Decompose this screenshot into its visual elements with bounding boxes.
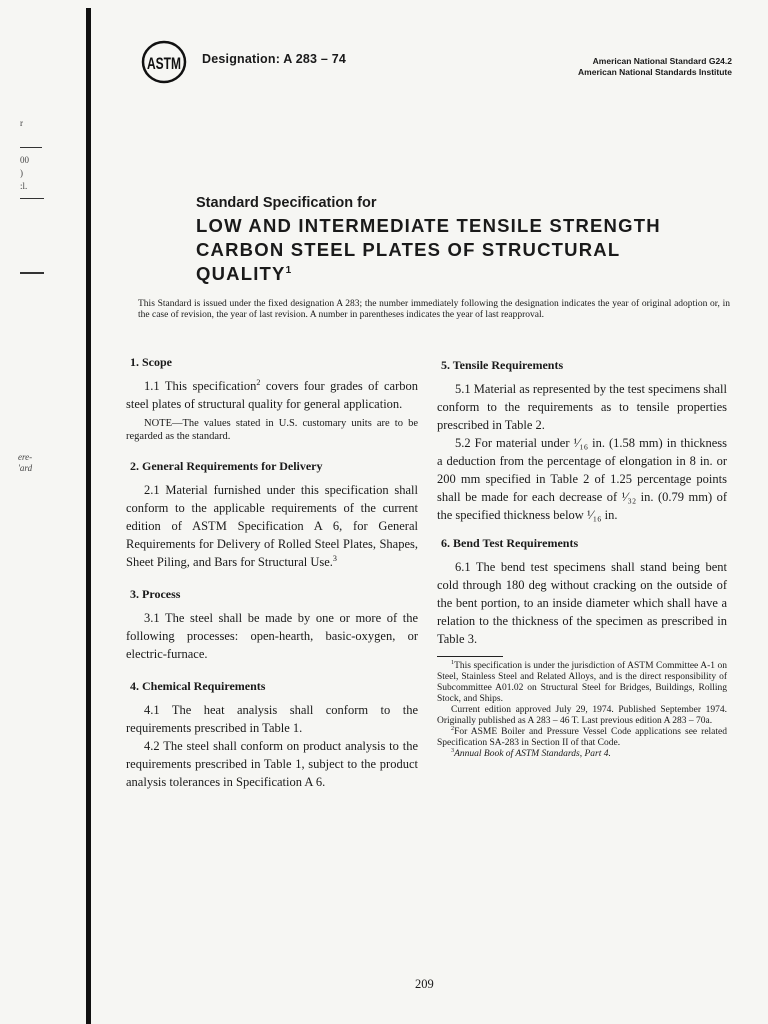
margin-fragment: 'ard bbox=[18, 463, 33, 473]
margin-fragment: r bbox=[20, 118, 23, 128]
paragraph-1-1 bbox=[126, 377, 418, 413]
paragraph-text: 1.1 This specification bbox=[144, 379, 257, 393]
margin-fragment: :l. bbox=[20, 181, 28, 191]
ansi-standard bbox=[578, 56, 732, 78]
footnote-1-edition: Current edition approved July 29, 1974. Published September 1974. Originally published as A 283 – 46 T. Last previous edition A 283 – 70a. bbox=[437, 705, 727, 726]
section-heading-scope: 1. Scope bbox=[130, 355, 172, 369]
astm-logo bbox=[140, 40, 188, 84]
note: NOTE—The values stated in U.S. customary units are to be regarded as the standard. bbox=[126, 418, 418, 442]
footnote-3 bbox=[437, 749, 727, 760]
title-footnote-ref: 1 bbox=[285, 264, 292, 276]
right-column bbox=[437, 356, 727, 760]
issuance-note: This Standard is issued under the fixed designation A 283; the number immediately following the designation indicates the year of original adoption or, in the case of revision, the year of last revision. A number in parentheses indicates the year of last reapproval. bbox=[138, 299, 730, 320]
section-heading-tensile-requirements: 5. Tensile Requirements bbox=[441, 358, 564, 372]
footnote-text: This specification is under the jurisdiction of ASTM Committee A-1 on Steel, Stainless Steel and Related Alloys, and is the direct responsibility of Subcommittee A01.02 on Structural Steel for Bridges, Buildings, Rolling Stock, and Ships. bbox=[437, 661, 727, 704]
paragraph-2-1 bbox=[126, 481, 418, 571]
title-prefix: Standard Specification for bbox=[196, 195, 377, 211]
section-heading-chemical-requirements: 4. Chemical Requirements bbox=[130, 679, 266, 693]
margin-rule bbox=[20, 272, 44, 274]
paragraph-5-2: 5.2 For material under ¹⁄₁₆ in. (1.58 mm) in thickness a deduction from the percentage of elongation in 8 in. or 200 mm specified in Table 2 of 1.25 percentage points shall be made for each decrease of ¹⁄₃₂ in. (0.79 mm) of the specified thickness below ¹⁄₁₆ in. bbox=[437, 436, 727, 522]
left-column bbox=[126, 353, 418, 791]
title-line bbox=[196, 262, 716, 286]
section-heading-general-requirements: 2. General Requirements for Delivery bbox=[130, 459, 323, 473]
footnote-2 bbox=[437, 727, 727, 749]
footnote-marker: 1 bbox=[451, 659, 455, 666]
paragraph-4-1: 4.1 The heat analysis shall conform to the requirements prescribed in Table 1. bbox=[126, 703, 418, 735]
margin-fragment: ) bbox=[20, 168, 23, 178]
margin-fragment: ere- bbox=[18, 452, 33, 462]
ansi-institute-line: American National Standards Institute bbox=[578, 67, 732, 77]
section-heading-process: 3. Process bbox=[130, 587, 181, 601]
title-line: CARBON STEEL PLATES OF STRUCTURAL bbox=[196, 239, 621, 260]
margin-fragment: 00 bbox=[20, 155, 29, 165]
margin-rule bbox=[20, 147, 42, 148]
title-line-text: QUALITY bbox=[196, 263, 286, 284]
margin-rule bbox=[20, 198, 44, 199]
paragraph-6-1: 6.1 The bend test specimens shall stand being bent cold through 180 deg without cracking on the outside of the bent portion, to an inside diameter which shall have a relation to the thickness of the specimen as prescribed in Table 3. bbox=[437, 560, 727, 646]
title-line: LOW AND INTERMEDIATE TENSILE STRENGTH bbox=[196, 215, 661, 236]
paragraph-text: 2.1 Material furnished under this specification shall conform to the applicable requirements of the current edition of ASTM Specification A 6, for General Requirements for Delivery of Rolled Steel Plates, Shapes, Sheet Piling, and Bars for Structural Use. bbox=[126, 483, 418, 569]
page-number: 209 bbox=[415, 977, 434, 991]
footnote-text: For ASME Boiler and Pressure Vessel Code applications see related Specification SA-283 in Section II of that Code. bbox=[437, 727, 727, 748]
footnote-ref: 2 bbox=[256, 377, 261, 387]
binding-edge bbox=[86, 8, 91, 1024]
designation: Designation: A 283 – 74 bbox=[202, 52, 346, 66]
logo-text: ASTM bbox=[147, 54, 181, 73]
paragraph-4-2: 4.2 The steel shall conform on product analysis to the requirements prescribed in Table 1, subject to the product analysis tolerances in Specification A 6. bbox=[126, 739, 418, 789]
footnote-marker: 2 bbox=[451, 725, 455, 732]
footnote-text: Annual Book of ASTM Standards, Part 4. bbox=[454, 749, 611, 759]
ansi-standard-line: American National Standard G24.2 bbox=[592, 56, 732, 66]
paragraph-5-1: 5.1 Material as represented by the test specimens shall conform to the requirements as to tensile properties prescribed in Table 2. bbox=[437, 382, 727, 432]
document-title bbox=[196, 195, 716, 286]
paragraph-text: covers four grades of carbon steel plates of structural quality for general application. bbox=[126, 379, 418, 411]
footnote-1 bbox=[437, 661, 727, 705]
footnote-marker: 3 bbox=[451, 747, 455, 754]
footnote-ref: 3 bbox=[332, 553, 337, 563]
paragraph-3-1: 3.1 The steel shall be made by one or more of the following processes: open-hearth, basic-oxygen, or electric-furnace. bbox=[126, 611, 418, 661]
section-heading-bend-test: 6. Bend Test Requirements bbox=[441, 536, 579, 550]
footnote-rule bbox=[437, 656, 503, 657]
